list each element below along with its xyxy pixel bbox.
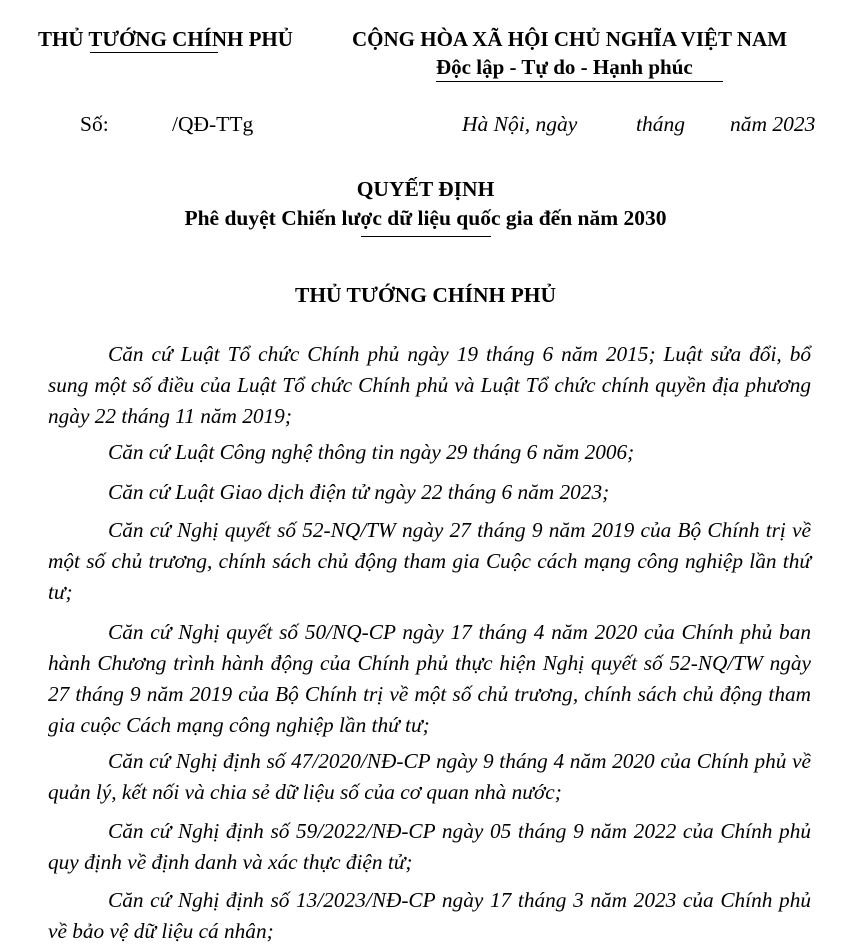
- authority-heading: THỦ TƯỚNG CHÍNH PHỦ: [294, 283, 556, 307]
- document-number-label: Số:: [80, 112, 109, 136]
- legal-basis-paragraph: Căn cứ Nghị định số 47/2020/NĐ-CP ngày 9 tháng 4 năm 2020 của Chính phủ về quản lý, kết nối và chia sẻ dữ liệu số của cơ quan nhà nước;: [48, 749, 811, 804]
- legal-basis-paragraph: Căn cứ Nghị quyết số 52-NQ/TW ngày 27 tháng 9 năm 2019 của Bộ Chính trị về một số chủ trương, chính sách chủ động tham gia Cuộc cách mạng công nghiệp lần thứ tư;: [48, 518, 811, 604]
- legal-basis-paragraph: Căn cứ Luật Giao dịch điện tử ngày 22 tháng 6 năm 2023;: [108, 480, 610, 504]
- date-year: năm 2023: [730, 112, 816, 136]
- legal-basis-paragraph: Căn cứ Nghị định số 59/2022/NĐ-CP ngày 05 tháng 9 năm 2022 của Chính phủ quy định về định danh và xác thực điện tử;: [48, 819, 811, 874]
- date-month: tháng: [636, 112, 685, 136]
- motto-underline: [436, 81, 723, 82]
- legal-basis-paragraph: Căn cứ Luật Tổ chức Chính phủ ngày 19 tháng 6 năm 2015; Luật sửa đổi, bổ sung một số điều của Luật Tổ chức Chính phủ và Luật Tổ chức chính quyền địa phương ngày 22 tháng 11 năm 2019;: [48, 342, 811, 428]
- document-number-code: /QĐ-TTg: [172, 112, 254, 136]
- document-heading: QUYẾT ĐỊNH: [356, 177, 495, 201]
- legal-basis-paragraph: Căn cứ Nghị quyết số 50/NQ-CP ngày 17 tháng 4 năm 2020 của Chính phủ ban hành Chương trình hành động của Chính phủ thực hiện Nghị quyết số 52-NQ/TW ngày 27 tháng 9 năm 2019 của Bộ Chính trị về một số chủ trương, chính sách chủ động tham gia cuộc Cách mạng công nghiệp lần thứ tư;: [48, 620, 811, 737]
- issuer-underline: [90, 52, 218, 53]
- national-motto: Độc lập - Tự do - Hạnh phúc: [436, 55, 693, 79]
- legal-basis-paragraph: Căn cứ Nghị định số 13/2023/NĐ-CP ngày 17 tháng 3 năm 2023 của Chính phủ về bảo vệ dữ liệu cá nhân;: [48, 888, 811, 943]
- place-date: Hà Nội, ngày: [462, 112, 578, 136]
- legal-basis-paragraph: Căn cứ Luật Công nghệ thông tin ngày 29 tháng 6 năm 2006;: [108, 440, 635, 464]
- document-subtitle: Phê duyệt Chiến lược dữ liệu quốc gia đến năm 2030: [184, 206, 667, 230]
- issuer-name: THỦ TƯỚNG CHÍNH PHỦ: [38, 27, 293, 51]
- subtitle-underline: [361, 236, 491, 237]
- nation-name: CỘNG HÒA XÃ HỘI CHỦ NGHĨA VIỆT NAM: [352, 27, 788, 51]
